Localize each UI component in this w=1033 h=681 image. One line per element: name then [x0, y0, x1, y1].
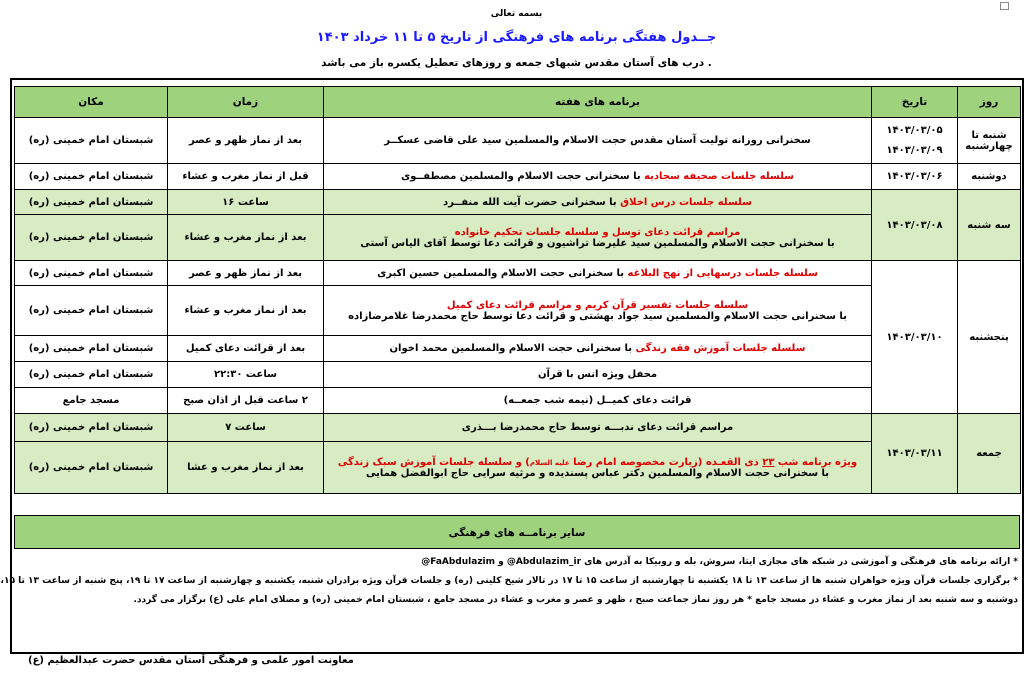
page-title: جــدول هفتگی برنامه های فرهنگی از تاریخ ۵ تا ۱۱ خرداد ۱۴۰۳	[316, 30, 717, 45]
table-row	[15, 215, 1021, 261]
program-detail: با سخنرانی حجت الاسلام والمسلمین سید علیرضا تراشیون و قرائت دعا توسط آقای الیاس آستی	[360, 237, 835, 249]
place-cell: شبستان امام خمینی (ره)	[15, 215, 168, 261]
note-line: دوشنبه و سه شنبه بعد از نماز مغرب و عشاء در مسجد جامع * هر روز نماز جماعت صبح ، ظهر و عصر و مغرب و عشاء در مسجد جامع ، شبستان امام خمینی (ره) و مصلای امام علی (ع) برگزار می گردد.	[133, 595, 1018, 605]
program-detail: با سخنرانی حجت الاسلام والمسلمین سید جواد بهشتی و قرائت دعا توسط حاج محمدرضا غلامرضازاده	[348, 310, 847, 322]
program-cell	[324, 336, 872, 362]
table-header-row	[15, 87, 1021, 118]
table-row	[15, 286, 1021, 336]
program-cell: مراسم قرائت دعای ندبـــه توسط حاج محمدرضا بـــذری	[324, 414, 872, 442]
time-cell: بعد از نماز مغرب و عشاء	[168, 215, 324, 261]
place-cell: مسجد جامع	[15, 388, 168, 414]
place-cell: شبستان امام خمینی (ره)	[15, 286, 168, 336]
program-detail: با سخنرانی حضرت آیت الله منفــرد	[443, 196, 617, 208]
table-row	[15, 190, 1021, 215]
program-cell	[324, 164, 872, 190]
table-row	[15, 336, 1021, 362]
header-date: تاریخ	[872, 87, 958, 118]
table-row	[15, 442, 1021, 494]
time-cell: ساعت ۷	[168, 414, 324, 442]
time-cell: بعد از نماز ظهر و عصر	[168, 118, 324, 164]
program-title: سلسله جلسات صحیفه سجادیه	[644, 171, 794, 182]
program-detail: با سخنرانی حجت الاسلام والمسلمین دکتر عباس پسندیده و مرثیه سرایی حاج ابوالفضل همایی	[365, 467, 830, 479]
bismillah: بسمه تعالی	[490, 9, 543, 19]
header-day: روز	[958, 87, 1021, 118]
other-programs-heading: سایر برنامــه های فرهنگی	[14, 515, 1020, 549]
time-cell: ۲ ساعت قبل از اذان صبح	[168, 388, 324, 414]
time-cell: بعد از نماز مغرب و عشاء	[168, 286, 324, 336]
day-cell: سه شنبه	[958, 190, 1021, 261]
date-cell: ۱۴۰۳/۰۳/۱۱	[872, 414, 958, 494]
program-cell	[324, 215, 872, 261]
program-title: سلسله جلسات آموزش فقه زندگی	[635, 343, 806, 354]
program-cell: محفل ویژه انس با قرآن	[324, 362, 872, 388]
date-end: ۱۴۰۳/۰۳/۰۹	[886, 144, 943, 156]
place-cell: شبستان امام خمینی (ره)	[15, 164, 168, 190]
day-cell: دوشنبه	[958, 164, 1021, 190]
program-cell	[324, 442, 872, 494]
program-title-part: ویژه برنامه شب	[777, 456, 858, 468]
place-cell: شبستان امام خمینی (ره)	[15, 261, 168, 286]
place-cell: شبستان امام خمینی (ره)	[15, 362, 168, 388]
date-start: ۱۴۰۳/۰۳/۰۵	[886, 124, 943, 136]
date-cell: ۱۴۰۳/۰۳/۱۰	[872, 261, 958, 414]
program-title-part: ذی القعـده (زیارت مخصوصه امام رضا	[573, 456, 759, 468]
table-row	[15, 164, 1021, 190]
program-title	[327, 457, 868, 468]
table-row	[15, 414, 1021, 442]
date-cell: ۱۴۰۳/۰۳/۰۸	[872, 190, 958, 261]
footer-signature: معاونت امور علمی و فرهنگی آستان مقدس حضرت عبدالعظیم (ع)	[28, 655, 354, 666]
time-cell: بعد از نماز مغرب و عشا	[168, 442, 324, 494]
other-programs-notes	[0, 553, 1018, 648]
program-detail: با سخنرانی حجت الاسلام والمسلمین حسین اکبری	[377, 267, 625, 279]
date-cell: ۱۴۰۳/۰۳/۰۶	[872, 164, 958, 190]
program-title-number: ۲۳	[762, 456, 775, 468]
program-title-part: ) و سلسله جلسات آموزش سبک زندگی	[337, 456, 530, 468]
date-cell	[872, 118, 958, 164]
program-cell: قرائت دعای کمیــل (نیمه شب جمعــه)	[324, 388, 872, 414]
program-cell	[324, 261, 872, 286]
day-cell: شنبه تا چهارشنبه	[958, 118, 1021, 164]
time-cell: بعد از نماز ظهر و عصر	[168, 261, 324, 286]
day-cell: پنجشنبه	[958, 261, 1021, 414]
program-title: سلسله جلسات درس اخلاق	[620, 196, 752, 208]
program-detail: با سخنرانی حجت الاسلام والمسلمین مصطفــوی	[401, 171, 641, 182]
header-program: برنامه های هفته	[324, 87, 872, 118]
program-cell	[324, 190, 872, 215]
program-cell: سخنرانی روزانه تولیت آستان مقدس حجت الاسلام والمسلمین سید علی قاضی عسکــر	[324, 118, 872, 164]
time-cell: بعد از قرائت دعای کمیل	[168, 336, 324, 362]
table-row	[15, 118, 1021, 164]
table-row	[15, 261, 1021, 286]
header-place: مکان	[15, 87, 168, 118]
place-cell: شبستان امام خمینی (ره)	[15, 190, 168, 215]
time-cell: ساعت ۲۲:۳۰	[168, 362, 324, 388]
time-cell: قبل از نماز مغرب و عشاء	[168, 164, 324, 190]
note-line: * برگزاری جلسات قرآن ویژه خواهران شنبه ها از ساعت ۱۳ تا ۱۸ یکشنبه تا چهارشنبه از ساعت ۱۵ تا ۱۷ در تالار شیخ کلینی (ره) و جلسات قرآن ویژه برادران شنبه، یکشنبه و چهارشنبه از ساعت ۱۷ تا ۱۹، پنج شنبه از ساعت ۱۳ تا ۱۵،	[0, 576, 1018, 586]
program-title: سلسله جلسات تفسیر قرآن کریم و مراسم قرائت دعای کمیل	[446, 299, 749, 311]
program-title: سلسله جلسات درسهایی از نهج البلاغه	[627, 267, 818, 279]
program-cell	[324, 286, 872, 336]
place-cell: شبستان امام خمینی (ره)	[15, 118, 168, 164]
table-row	[15, 388, 1021, 414]
program-title: مراسم قرائت دعای توسل و سلسله جلسات تحکیم خانواده	[454, 226, 741, 238]
note-line: * ارائه برنامه های فرهنگی و آموزشی در شبکه های مجازی ایتا، سروش، بله و روبیکا به آدرس های Abdulazim_ir@ و FaAbdulazim@	[421, 557, 1018, 567]
time-cell: ساعت ۱۶	[168, 190, 324, 215]
schedule-table	[14, 86, 1021, 494]
program-title-honorific: علیه السلام	[529, 458, 570, 467]
place-cell: شبستان امام خمینی (ره)	[15, 442, 168, 494]
header-time: زمان	[168, 87, 324, 118]
table-row	[15, 362, 1021, 388]
day-cell: جمعه	[958, 414, 1021, 494]
place-cell: شبستان امام خمینی (ره)	[15, 336, 168, 362]
program-detail: با سخنرانی حجت الاسلام والمسلمین محمد اخوان	[389, 343, 633, 354]
page-subtitle: درب های آستان مقدس شبهای جمعه و روزهای تعطیل یکسره باز می باشد .	[321, 57, 712, 69]
place-cell: شبستان امام خمینی (ره)	[15, 414, 168, 442]
